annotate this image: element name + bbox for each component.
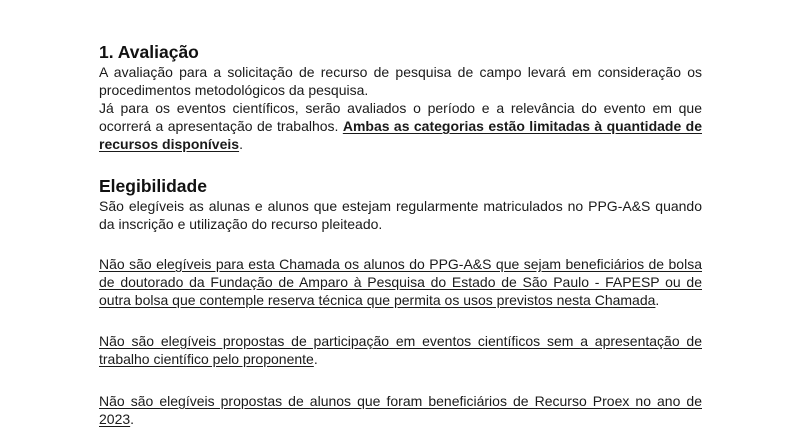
elegibilidade-rule-1 [99, 255, 702, 309]
rule-2-text: Não são elegíveis propostas de participação em eventos científicos sem a apresentação de trabalho científico pelo proponente [99, 333, 702, 367]
avaliacao-emphasis: Ambas as categorias estão limitadas à quantidade de recursos disponíveis [99, 118, 702, 152]
avaliacao-paragraph-2-end: . [239, 136, 243, 152]
rule-2-end: . [313, 351, 318, 367]
elegibilidade-heading: Elegibilidade [99, 176, 207, 196]
elegibilidade-rule-3 [99, 392, 702, 428]
section-elegibilidade [99, 176, 702, 428]
document-body [99, 42, 702, 428]
avaliacao-heading: 1. Avaliação [99, 42, 199, 62]
elegibilidade-rule-2 [99, 332, 702, 368]
rule-3-text: Não são elegíveis propostas de alunos que foram beneficiários de Recurso Proex no ano de 2023 [99, 393, 702, 427]
section-avaliacao [99, 42, 702, 153]
rule-1-text: Não são elegíveis para esta Chamada os alunos do PPG-A&S que sejam beneficiários de bolsa de doutorado da Fundação de Amparo à Pesquisa do Estado de São Paulo - FAPESP ou de outra bolsa que contemple reserva técnica que permita os usos previstos nesta Chamada [99, 256, 702, 308]
rule-3-end: . [130, 411, 135, 427]
avaliacao-paragraph-2-text: Já para os eventos científicos, serão avaliados o período e a relevância do evento em que ocorrerá a apresentação de trabalhos. [99, 100, 702, 134]
avaliacao-paragraph-2 [99, 99, 702, 153]
avaliacao-paragraph-1: A avaliação para a solicitação de recurso de pesquisa de campo levará em consideração os procedimentos metodológicos da pesquisa. [99, 64, 702, 98]
elegibilidade-paragraph-1: São elegíveis as alunas e alunos que estejam regularmente matriculados no PPG-A&S quando da inscrição e utilização do recurso pleiteado. [99, 198, 702, 232]
rule-1-end: . [655, 292, 660, 308]
